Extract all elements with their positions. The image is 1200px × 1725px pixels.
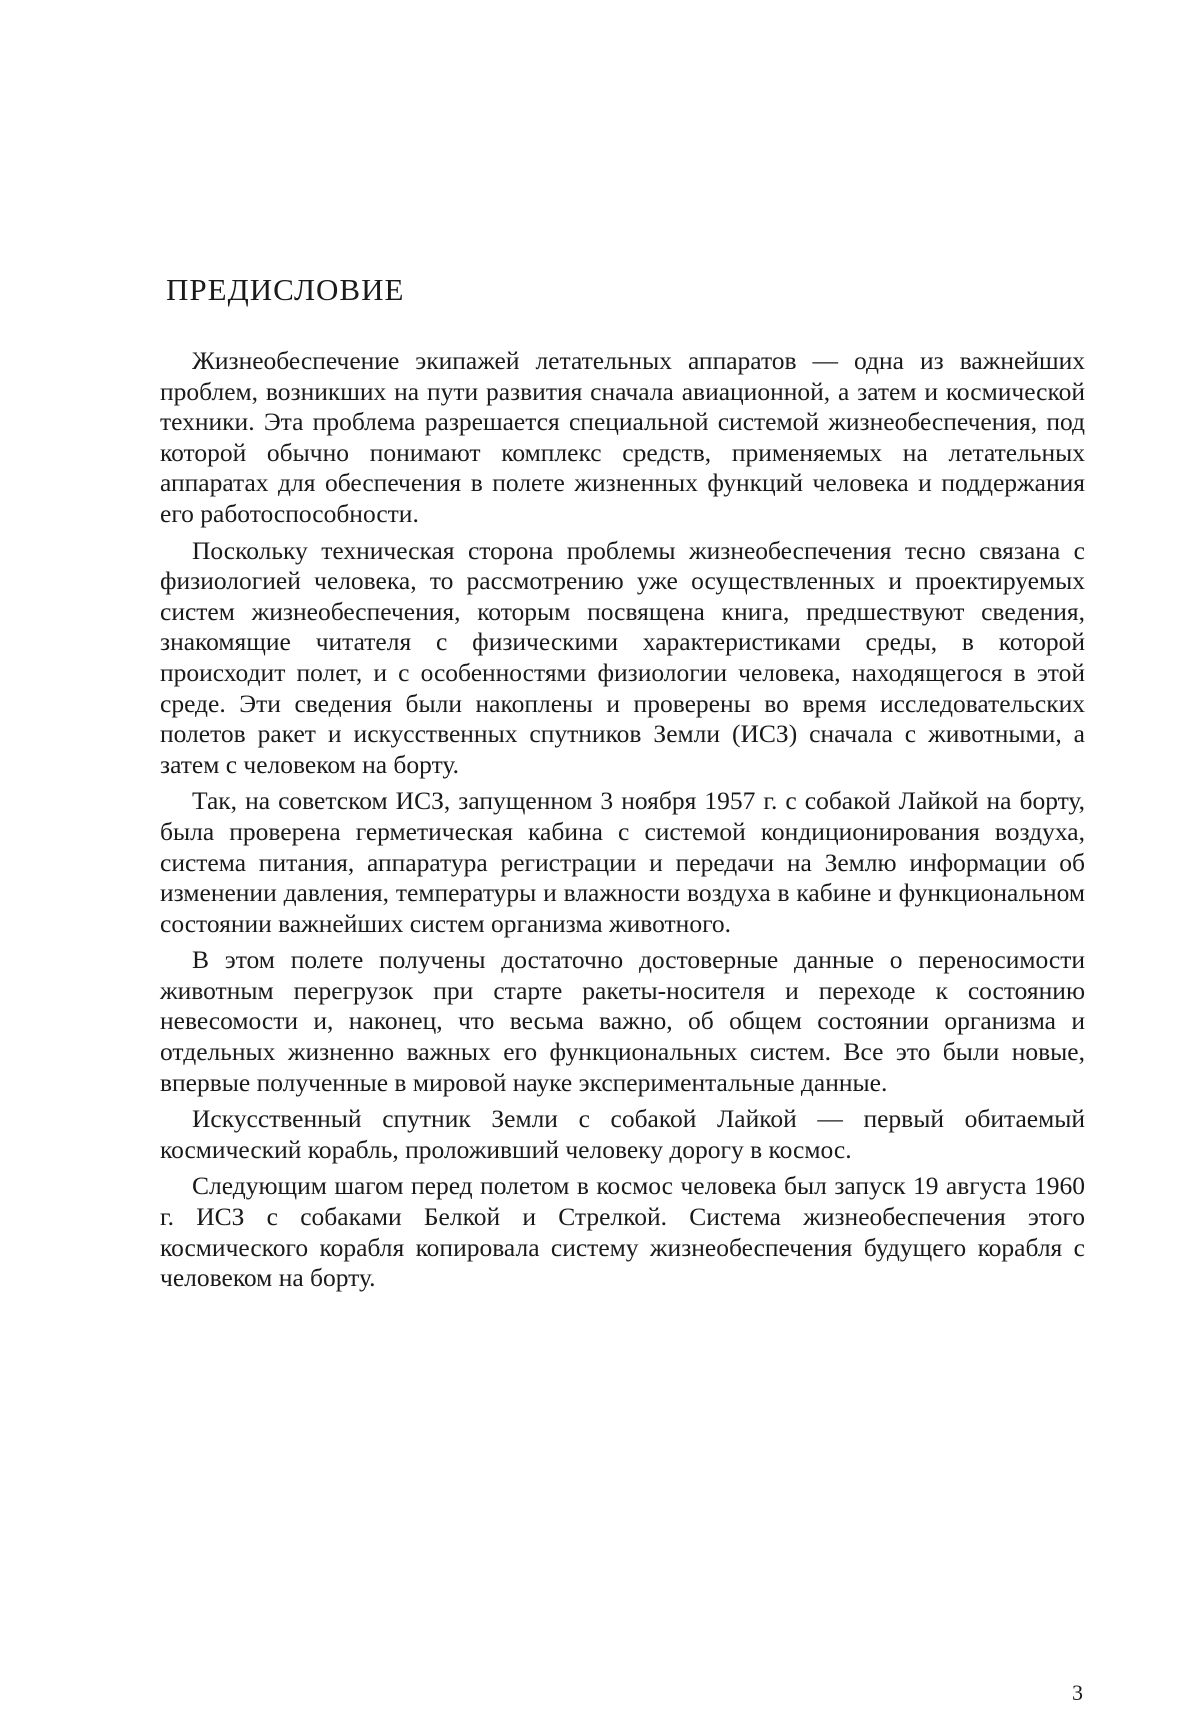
body-text <box>160 346 1085 1294</box>
paragraph: Поскольку техническая сторона проблемы жизнеобеспечения тесно связана с физиологией человека, то рассмотрению уже осуществленных и проектируемых систем жизнеобеспечения, которым посвящена книга, предшествуют сведения, знакомящие читателя с физическими характеристиками среды, в которой происходит полет, и с особенностями физиологии человека, находящегося в этой среде. Эти сведения были накоплены и проверены во время исследовательских полетов ракет и искусственных спутников Земли (ИСЗ) сначала с животными, а затем с человеком на борту. <box>160 535 1085 779</box>
paragraph: Жизнеобеспечение экипажей летательных аппаратов — одна из важнейших проблем, возникших на пути развития сначала авиационной, а затем и космической техники. Эта проблема разрешается специальной системой жизнеобеспечения, под которой обычно понимают комплекс средств, применяемых на летательных аппаратах для обеспечения в полете жизненных функций человека и поддержания его работоспособности. <box>160 346 1085 528</box>
page-title: ПРЕДИСЛОВИЕ <box>166 272 405 307</box>
page-number: 3 <box>1072 1680 1083 1705</box>
paragraph: Так, на советском ИСЗ, запущенном 3 ноября 1957 г. с собакой Лайкой на борту, была проверена герметическая кабина с системой кондиционирования воздуха, система питания, аппаратура регистрации и передачи на Землю информации об изменении давления, температуры и влажности воздуха в кабине и функциональном состоянии важнейших систем организма животного. <box>160 786 1085 938</box>
paragraph: В этом полете получены достаточно достоверные данные о переносимости животным перегрузок при старте ракеты-носителя и переходе к состоянию невесомости и, наконец, что весьма важно, об общем состоянии организма и отдельных жизненно важных его функциональных систем. Все это были новые, впервые полученные в мировой науке экспериментальные данные. <box>160 945 1085 1097</box>
book-page <box>160 0 1085 1725</box>
paragraph: Искусственный спутник Земли с собакой Лайкой — первый обитаемый космический корабль, проложивший человеку дорогу в космос. <box>160 1104 1085 1164</box>
paragraph: Следующим шагом перед полетом в космос человека был запуск 19 августа 1960 г. ИСЗ с собаками Белкой и Стрелкой. Система жизнеобеспечения этого космического корабля копировала систему жизнеобеспечения будущего корабля с человеком на борту. <box>160 1171 1085 1293</box>
